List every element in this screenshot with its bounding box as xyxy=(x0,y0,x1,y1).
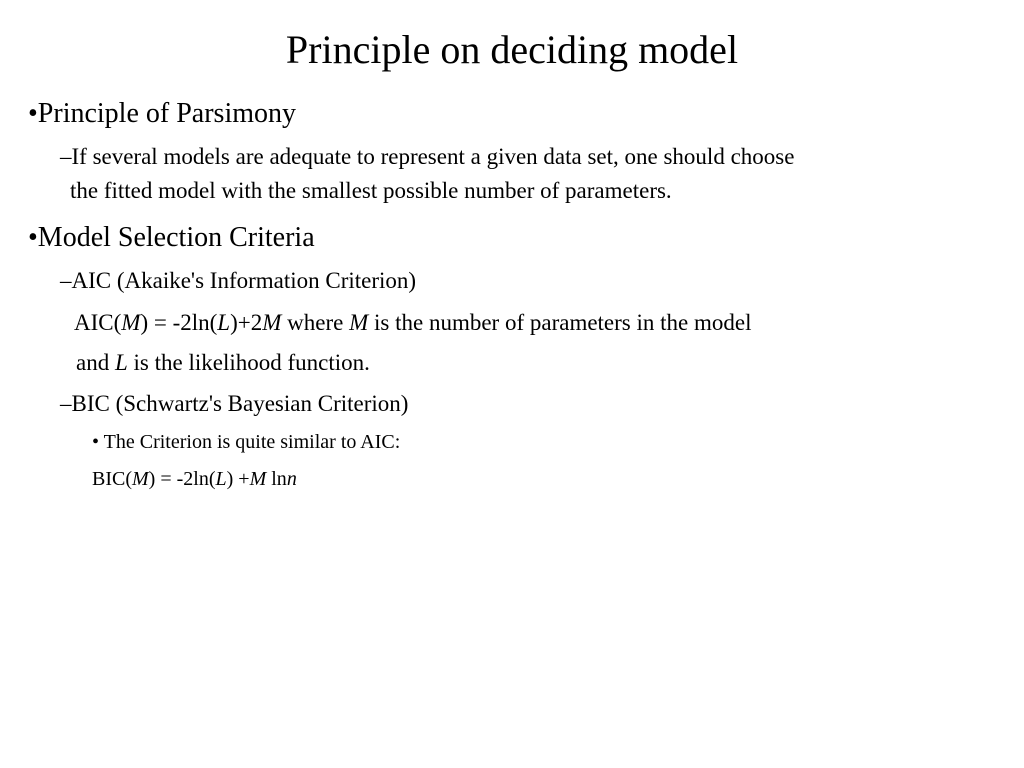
bic-formula-text: BIC( xyxy=(92,468,132,490)
parsimony-text-line-1: –If several models are adequate to represent a given data set, one should choose xyxy=(60,144,795,169)
aic-formula-text: is the number of parameters in the model xyxy=(368,310,752,335)
bic-formula-var-l: L xyxy=(215,468,227,490)
bullet-principle-of-parsimony: •Principle of Parsimony xyxy=(28,98,296,129)
aic-formula-text: where xyxy=(281,310,350,335)
aic-formula-var-m: M xyxy=(349,310,369,335)
bic-formula-text: ln xyxy=(266,468,287,490)
bic-heading: –BIC (Schwartz's Bayesian Criterion) xyxy=(60,391,409,416)
slide-title: Principle on deciding model xyxy=(285,27,739,72)
aic-formula xyxy=(74,308,751,338)
bic-formula xyxy=(92,466,297,492)
bic-formula-text: ) = -2ln( xyxy=(148,468,216,490)
parsimony-text-line-2: the fitted model with the smallest possible number of parameters. xyxy=(70,178,672,203)
aic-formula-var-l: L xyxy=(217,310,231,335)
bic-formula-text: ) + xyxy=(226,468,250,490)
aic-likelihood-text: is the likelihood function. xyxy=(127,350,370,375)
bic-formula-var-m: M xyxy=(249,468,267,490)
aic-heading: –AIC (Akaike's Information Criterion) xyxy=(60,268,417,293)
bic-formula-var-m: M xyxy=(132,468,149,490)
bullet-model-selection-criteria: •Model Selection Criteria xyxy=(28,222,315,253)
aic-likelihood-text: and xyxy=(76,350,115,375)
bic-sub-bullet: • The Criterion is quite similar to AIC: xyxy=(92,431,401,453)
aic-formula-var-m: M xyxy=(262,310,282,335)
aic-likelihood-var-l: L xyxy=(114,350,128,375)
aic-formula-text: AIC( xyxy=(74,310,122,335)
aic-formula-text: )+2 xyxy=(230,310,263,335)
aic-likelihood-line xyxy=(76,348,370,378)
bic-formula-var-n: n xyxy=(286,468,297,490)
aic-formula-text: ) = -2ln( xyxy=(140,310,218,335)
aic-formula-var-m: M xyxy=(121,310,141,335)
